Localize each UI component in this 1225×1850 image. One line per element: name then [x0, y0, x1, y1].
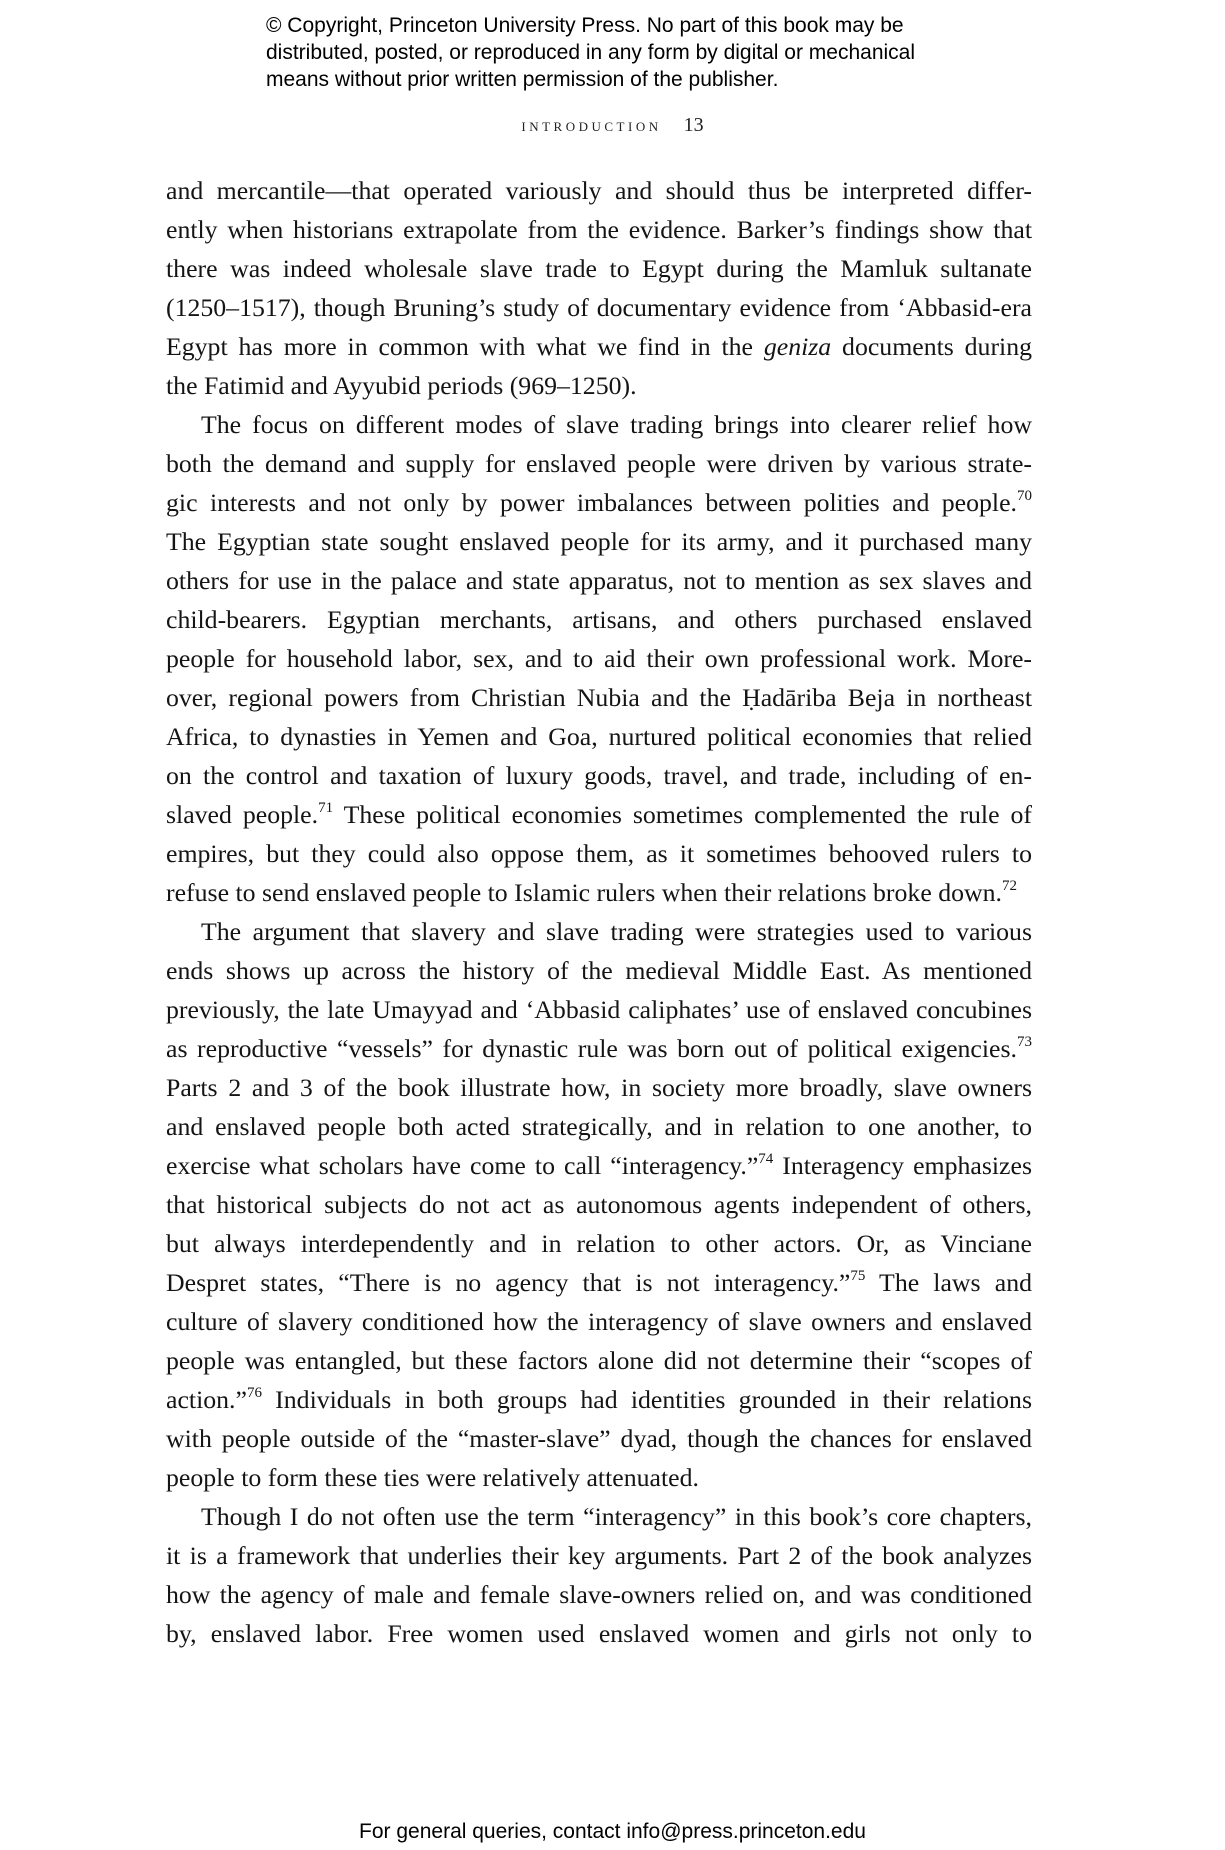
footnote-ref[interactable]: 76: [246, 1385, 262, 1401]
text-run: slaved people.: [166, 800, 319, 829]
text-line: (1250–1517), though Bruning’s study of documentary evidence from ‘Abbasid-era: [166, 293, 1032, 322]
footnote-ref[interactable]: 75: [850, 1268, 866, 1284]
text-run: as reproductive “vessels” for dynastic rule was born out of political exigencies.: [166, 1034, 1017, 1063]
footnote-ref[interactable]: 72: [1002, 878, 1017, 894]
text-line: [166, 327, 1032, 366]
text-line: and mercantile—that operated variously and should thus be interpreted differ-: [166, 176, 1032, 205]
footer-contact: For general queries, contact info@press.princeton.edu: [359, 1820, 866, 1843]
text-run: The laws and: [865, 1268, 1032, 1297]
text-line: [166, 795, 1032, 834]
text-line: [166, 1029, 1032, 1068]
text-line: [166, 873, 1032, 912]
copyright-line: means without prior written permission of the publisher.: [266, 68, 779, 91]
text-line: culture of slavery conditioned how the interagency of slave owners and enslaved: [166, 1307, 1032, 1336]
text-run: Egypt has more in common with what we find in the: [166, 332, 764, 361]
copyright-line: distributed, posted, or reproduced in any form by digital or mechanical: [266, 41, 916, 64]
text-run: Despret states, “There is no agency that is not interagency.”: [166, 1268, 851, 1297]
footnote-ref[interactable]: 71: [318, 800, 334, 816]
text-run: Individuals in both groups had identities grounded in their relations: [261, 1385, 1032, 1414]
text-line: both the demand and supply for enslaved people were driven by various strate-: [166, 449, 1032, 478]
text-line: that historical subjects do not act as autonomous agents independent of others,: [166, 1190, 1032, 1219]
text-line: empires, but they could also oppose them, as it sometimes behooved rulers to: [166, 839, 1032, 868]
text-run: gic interests and not only by power imbalances between polities and people.: [166, 488, 1017, 517]
text-run: refuse to send enslaved people to Islamic rulers when their relations broke down.: [166, 878, 1002, 907]
text-line: ently when historians extrapolate from the evidence. Barker’s findings show that: [166, 215, 1032, 244]
text-line: ends shows up across the history of the medieval Middle East. As mentioned: [166, 956, 1032, 985]
text-run: Interagency emphasizes: [773, 1151, 1032, 1180]
text-line: others for use in the palace and state apparatus, not to mention as sex slaves and: [166, 566, 1032, 595]
italic-term: geniza: [763, 332, 832, 361]
text-line: people for household labor, sex, and to aid their own professional work. More-: [166, 644, 1032, 673]
body-text: [166, 171, 1032, 1653]
text-line: on the control and taxation of luxury goods, travel, and trade, including of en-: [166, 761, 1032, 790]
text-run: documents during: [831, 332, 1033, 361]
text-line: over, regional powers from Christian Nubia and the Ḥadāriba Beja in northeast: [166, 683, 1032, 712]
text-line: [166, 1263, 1032, 1302]
text-line: previously, the late Umayyad and ‘Abbasid caliphates’ use of enslaved concubines: [166, 995, 1032, 1024]
text-line: it is a framework that underlies their key arguments. Part 2 of the book analyzes: [166, 1541, 1032, 1570]
text-line: the Fatimid and Ayyubid periods (969–1250).: [166, 371, 637, 400]
footnote-ref[interactable]: 70: [1017, 488, 1032, 504]
text-line: people to form these ties were relatively attenuated.: [166, 1463, 699, 1492]
copyright-line: © Copyright, Princeton University Press. No part of this book may be: [266, 14, 904, 37]
text-line: The argument that slavery and slave trading were strategies used to various: [201, 917, 1032, 946]
text-line: Though I do not often use the term “interagency” in this book’s core chapters,: [201, 1502, 1032, 1531]
footnote-ref[interactable]: 73: [1017, 1034, 1032, 1050]
page-number: 13: [683, 114, 704, 136]
text-line: child-bearers. Egyptian merchants, artisans, and others purchased enslaved: [166, 605, 1032, 634]
text-line: how the agency of male and female slave-owners relied on, and was conditioned: [166, 1580, 1032, 1609]
text-run: action.”: [166, 1385, 247, 1414]
running-head: [0, 114, 1225, 137]
text-run: These political economies sometimes complemented the rule of: [333, 800, 1032, 829]
text-line: with people outside of the “master-slave” dyad, though the chances for enslaved: [166, 1424, 1032, 1453]
text-line: [166, 483, 1032, 522]
text-line: and enslaved people both acted strategically, and in relation to one another, to: [166, 1112, 1032, 1141]
text-line: [166, 1146, 1032, 1185]
copyright-notice: [266, 12, 1026, 93]
text-run: exercise what scholars have come to call “interagency.”: [166, 1151, 759, 1180]
text-line: The Egyptian state sought enslaved people for its army, and it purchased many: [166, 527, 1032, 556]
text-line: people was entangled, but these factors alone did not determine their “scopes of: [166, 1346, 1032, 1375]
footnote-ref[interactable]: 74: [758, 1151, 774, 1167]
text-line: by, enslaved labor. Free women used enslaved women and girls not only to: [166, 1619, 1032, 1648]
text-line: there was indeed wholesale slave trade to Egypt during the Mamluk sultanate: [166, 254, 1032, 283]
text-line: Africa, to dynasties in Yemen and Goa, nurtured political economies that relied: [166, 722, 1032, 751]
running-head-title: introduction: [521, 115, 662, 136]
text-line: Parts 2 and 3 of the book illustrate how, in society more broadly, slave owners: [166, 1073, 1032, 1102]
text-line: [166, 1380, 1032, 1419]
text-line: but always interdependently and in relation to other actors. Or, as Vinciane: [166, 1229, 1032, 1258]
text-line: The focus on different modes of slave trading brings into clearer relief how: [201, 410, 1032, 439]
